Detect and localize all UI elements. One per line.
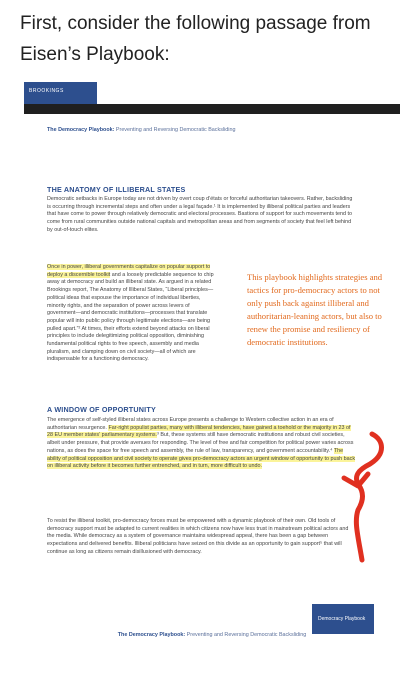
highlight-span-1: Far-right populist parties, many with illiberal tendencies, have gained a toehold or the majority in 23 of 28 EU member states’ parliamentary systems. xyxy=(47,424,351,439)
brand-tab xyxy=(24,82,97,104)
intro-line-1: First, consider the following passage from xyxy=(20,13,371,34)
paragraph-3-text-b: ³ But, these systems still have democratic institutions and robust civil societies, albeit under pressure, that provide avenues for responding. The level of free and fair competition for political power varies across nations, as does the space for free speech and assembly, the rule of law, transparency, and government accountability.⁴ xyxy=(47,432,354,454)
footer-title: The Democracy Playbook: xyxy=(117,632,186,638)
highlight-span: Once in power, illiberal governments capitalize on popular support to deploy a discernible toolkit xyxy=(47,264,211,278)
page-footer xyxy=(24,632,400,638)
paragraph-2 xyxy=(47,264,217,364)
intro-line-2: Eisen’s Playbook: xyxy=(20,44,170,65)
pull-quote: This playbook highlights strategies and tactics for pro-democracy actors to not only push back against illiberal and authoritarian-leaning actors, but also to renew the promise and resiliency of democratic institutions. xyxy=(247,272,383,347)
red-bracket-annotation xyxy=(324,430,404,580)
badge-label: Democracy Playbook xyxy=(318,616,366,622)
section-heading-window: A WINDOW OF OPPORTUNITY xyxy=(47,405,156,414)
section-heading-anatomy: THE ANATOMY OF ILLIBERAL STATES xyxy=(47,185,186,194)
running-head-sub: Preventing and Reversing Democratic Backsliding xyxy=(115,127,236,133)
highlight-span-2: The ability of political opposition and civil society to operate gives pro-democracy actors an urgent window of opportunity to push back on illiberal activity before it becomes further entrenched, and in turn, more difficult to undo. xyxy=(47,447,356,470)
playbook-badge xyxy=(312,604,374,634)
running-head xyxy=(47,127,235,133)
paragraph-2-text: and a loosely predictable sequence to chip away at democracy and build an illiberal state. As argued in a related Brookings report, The Anatomy of Illiberal States, “Liberal principles—political ideas that espouse the importance of individual liberties, minority rights, and the separation of power across levers of government—and democratic institutions—processes that translate popular will into public policy through legitimate elections—are being pulled apart.”² At times, their efforts extend beyond attacks on liberal principles to include delegitimizing political opposition, diminishing fundamental political rights to free speech, assembly and media pluralism, and clamping down on civil society—all of which are indispensable for a functioning democracy. xyxy=(47,271,214,363)
running-head-title: The Democracy Playbook: xyxy=(47,127,115,133)
top-bar xyxy=(97,104,400,114)
paragraph-3 xyxy=(47,417,357,471)
brand-tag: BROOKINGS xyxy=(29,88,64,94)
footer-sub: Preventing and Reversing Democratic Backsliding xyxy=(186,632,307,638)
top-strip xyxy=(24,104,97,114)
paragraph-4: To resist the illiberal toolkit, pro-democracy forces must be empowered with a dynamic playbook of their own. Old tools of democracy support must be adapted to current realities in which citizens now have less trust in mainstream political actors and the media. While democracy as a system of governance maintains widespread appeal, there has been a gap between expectations and delivered benefits. Illiberal politicians have seized on this divide as an opportunity to gain support⁵ that will continue as long as citizens remain disillusioned with democracy. xyxy=(47,518,349,555)
intro-text xyxy=(20,8,400,70)
paragraph-3-text-a: The emergence of self-styled illiberal states across Europe presents a challenge to Western collective action in an era of authoritarian resurgence. xyxy=(47,417,334,431)
document-page xyxy=(24,82,400,672)
paragraph-1: Democratic setbacks in Europe today are not driven by overt coup d’états or forceful authoritarian takeovers. Rather, backsliding is occurring through incremental steps and often under a legal façade.¹ It is implemented by illiberal political parties and leaders that have come to power through relatively democratic and electoral processes. Bastions of support for such movements tend to come from rural communities outside national capitals and metropolitan areas and from segments of society that feel left behind by out-of-touch elites. xyxy=(47,196,353,233)
